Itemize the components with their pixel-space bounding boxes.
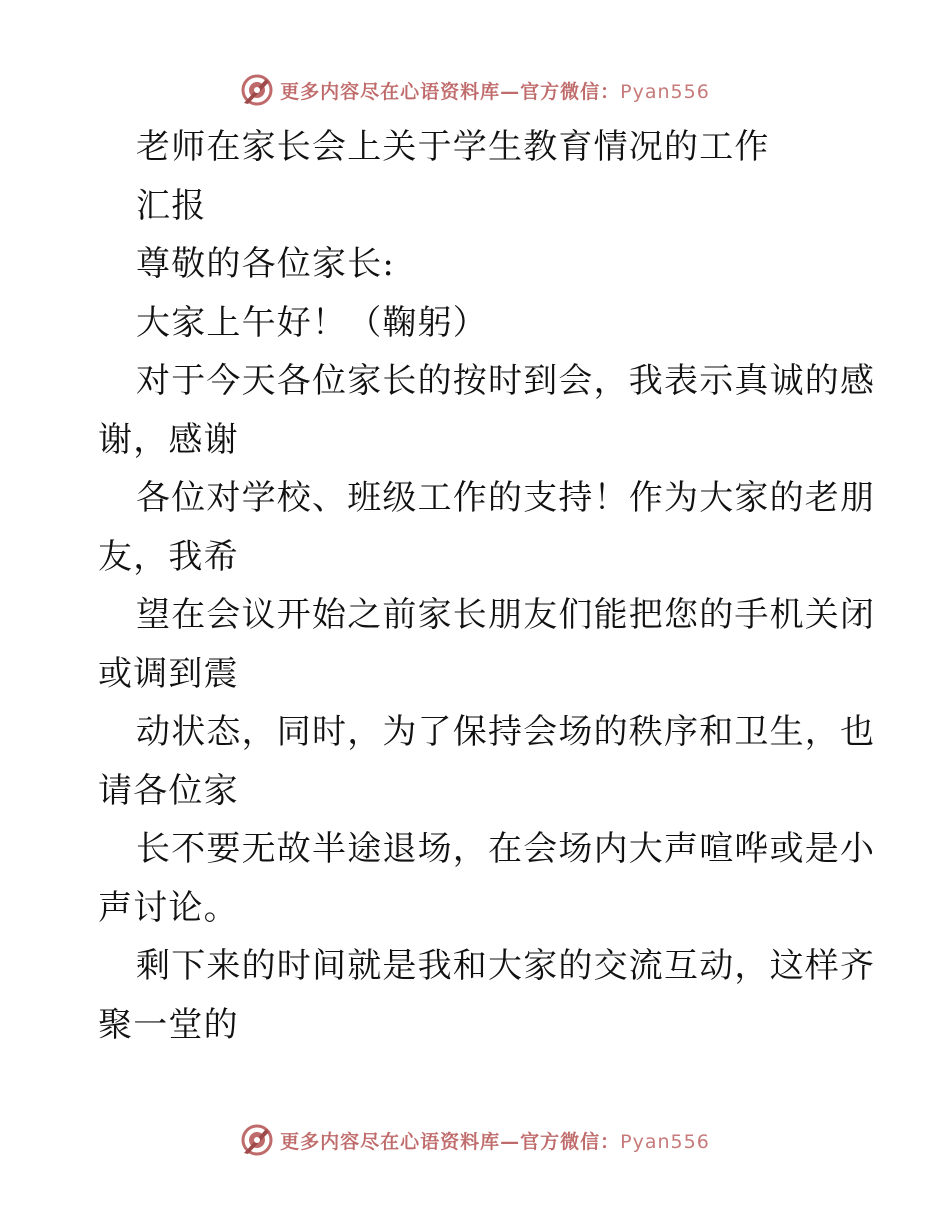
document-title-line-1: 老师在家长会上关于学生教育情况的工作 — [136, 127, 770, 167]
footer-banner-text: 更多内容尽在心语资料库—官方微信：Pyan556 — [280, 1130, 710, 1153]
paragraph-line: 动状态，同时，为了保持会场的秩序和卫生，也 — [136, 712, 876, 752]
document-body — [98, 118, 876, 1054]
paragraph-line: 声讨论。 — [98, 887, 239, 928]
salutation: 尊敬的各位家长: — [136, 244, 396, 284]
header-banner — [0, 70, 950, 110]
document-title-line-2: 汇报 — [136, 185, 207, 226]
paragraph-line: 或调到震 — [98, 653, 239, 694]
footer-banner — [0, 1120, 950, 1160]
quill-seal-icon — [240, 73, 274, 107]
header-wechat-id: Pyan556 — [620, 80, 710, 103]
paragraph-line: 长不要无故半途退场，在会场内大声喧哗或是小 — [136, 829, 876, 869]
paragraph-line: 聚一堂的 — [98, 1004, 239, 1045]
header-banner-text: 更多内容尽在心语资料库—官方微信：Pyan556 — [280, 80, 710, 103]
paragraph-line: 对于今天各位家长的按时到会，我表示真诚的感 — [136, 361, 876, 401]
greeting: 大家上午好！（鞠躬） — [136, 302, 488, 343]
paragraph-line: 剩下来的时间就是我和大家的交流互动，这样齐 — [136, 946, 876, 986]
footer-wechat-id: Pyan556 — [620, 1130, 710, 1153]
paragraph-line: 请各位家 — [98, 770, 239, 811]
quill-seal-icon — [240, 1123, 274, 1157]
paragraph-line: 各位对学校、班级工作的支持！作为大家的老朋 — [136, 478, 876, 518]
paragraph-line: 友，我希 — [98, 536, 239, 577]
paragraph-line: 谢，感谢 — [98, 419, 239, 460]
paragraph-line: 望在会议开始之前家长朋友们能把您的手机关闭 — [136, 595, 876, 635]
